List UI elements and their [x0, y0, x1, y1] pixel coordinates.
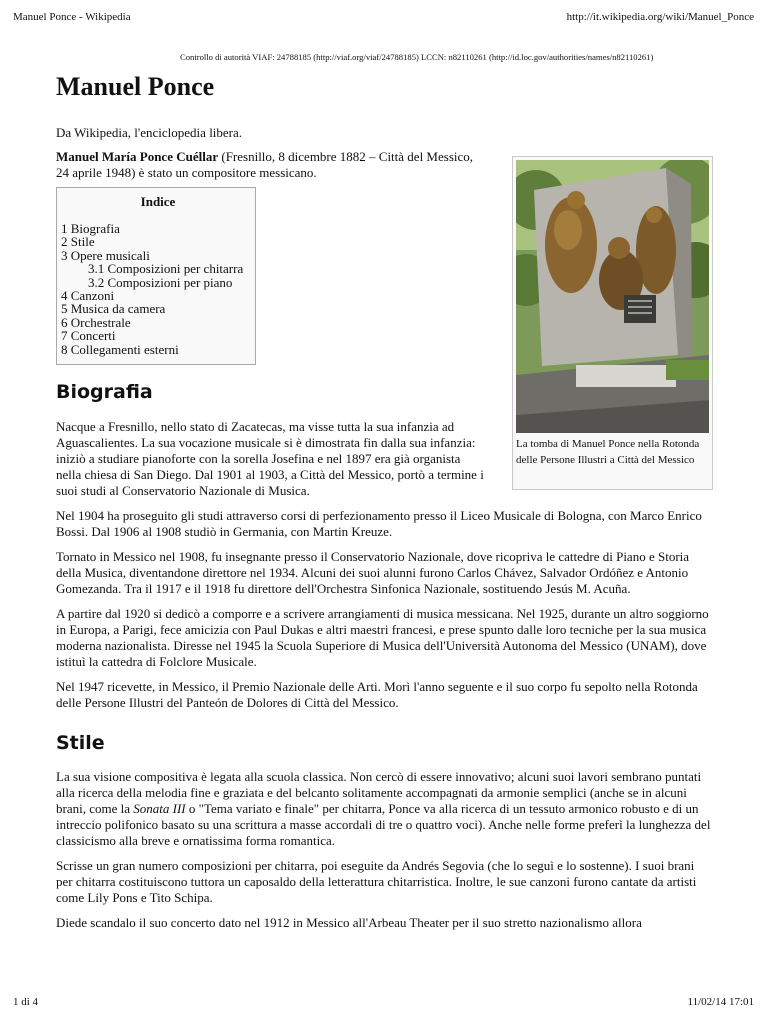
lead-text: (Fresnillo, 8 dicembre 1882 – Città del Messico, 24 aprile 1948) è stato un compositore messicano. — [56, 149, 474, 180]
print-footer-datetime: 11/02/14 17:01 — [687, 996, 754, 1008]
biografia-paragraph-2: Nel 1904 ha proseguito gli studi attraverso corsi di perfezionamento presso il Liceo Musicale di Bologna, con Marco Enrico Bossi. Dal 1906 al 1908 studiò in Germania, con Martin Kreuze. — [56, 508, 702, 540]
toc-item-stile[interactable]: 2 Stile — [61, 234, 95, 250]
site-tagline: Da Wikipedia, l'enciclopedia libera. — [56, 125, 243, 140]
toc-item-composizioni-chitarra[interactable]: 3.1 Composizioni per chitarra — [88, 261, 244, 277]
biografia-paragraph-5: Nel 1947 ricevette, in Messico, il Premio Nazionale delle Arti. Morì l'anno seguente e il suo corpo fu sepolto nella Rotonda delle Persone Illustri del Panteón de Dolores di Città del Messico. — [56, 679, 698, 711]
authority-control: Controllo di autorità VIAF: 24788185 (http://viaf.org/viaf/24788185) LCCN: n82110261 (http://id.loc.gov/authorities/names/n82110261) — [180, 52, 654, 62]
lead-name: Manuel María Ponce Cuéllar — [56, 149, 219, 164]
biografia-paragraph-3: Tornato in Messico nel 1908, fu insegnante presso il Conservatorio Nazionale, dove ricopriva le cattedre di Piano e Storia della Musica, diventandone direttore nel 1934. Alcuni dei suoi alunni furono Carlos Chávez, Salvador Ordóñez e Antonio Gomezanda. Tra il 1917 e il 1918 fu direttore dell'Orchestra Sinfonica Nazionale, sostituendo Jesús M. Acuña. — [56, 549, 690, 597]
toc-list — [61, 222, 255, 356]
toc-item-canzoni[interactable]: 4 Canzoni — [61, 288, 115, 304]
toc-item-opere-musicali[interactable]: 3 Opere musicali — [61, 247, 150, 263]
stile-paragraph-2: Scrisse un gran numero composizioni per chitarra, poi eseguite da Andrés Segovia (che lo seguì e lo sostenne). I suoi brani per chitarra costituiscono tuttora un caposaldo della letterattura chitarristica. Inoltre, le sue canzoni furono cantate da artisti come Lily Pons e Tito Schipa. — [56, 858, 697, 906]
tomb-photo[interactable] — [516, 160, 709, 433]
section-heading-stile: Stile — [56, 732, 105, 755]
biografia-paragraph-1: Nacque a Fresnillo, nello stato di Zacatecas, ma visse tutta la sua infanzia ad Aguascalientes. La sua vocazione musicale si è dimostrata fin dalla sua infanzia: iniziò a studiare pianoforte con la sorella Josefina e nel 1897 era già organista nella chiesa di San Diego. Dal 1901 al 1903, a Città del Messico, portò a termine i suoi studi al Conservatorio Nazionale di Musica. — [56, 419, 484, 499]
print-footer-page: 1 di 4 — [13, 996, 39, 1008]
biografia-paragraph-4: A partire dal 1920 si dedicò a comporre e a scrivere arrangiamenti di musica messicana. Nel 1925, durante un altro soggiorno in Europa, a Parigi, fece amicizia con Paul Dukas e altri maestri francesi, e prese spunto dalle loro tecniche per la sua musica moderna nazionalista. Diresse nel 1945 la Scuola Superiore di Musica dell'Università Autonoma del Messico (UNAM), dove istituì la cattedra di Folclore Musicale. — [56, 606, 709, 670]
toc-item-musica-camera[interactable]: 5 Musica da camera — [61, 301, 166, 317]
tomb-image — [516, 160, 709, 433]
toc-item-collegamenti-esterni[interactable]: 8 Collegamenti esterni — [61, 341, 179, 357]
lead-paragraph — [56, 149, 476, 181]
figure-caption: La tomba di Manuel Ponce nella Rotonda delle Persone Illustri a Città del Messico — [516, 438, 700, 466]
stile-paragraph-1 — [56, 769, 714, 849]
sonata-title: Sonata III — [133, 801, 186, 817]
page-title: Manuel Ponce — [56, 72, 215, 101]
table-of-contents — [56, 187, 256, 365]
print-header-title: Manuel Ponce - Wikipedia — [13, 11, 131, 23]
stile-paragraph-1-text-end: o "Tema variato e finale" per chitarra, Ponce va alla ricerca di un tessuto armonico robusto e di un intreccio polifonico basato su una scrittura a masse accordali di tre o quattro voci). Anche nelle forme preferì la lunghezza del classicismo alla breve e ornatissima forma romantica. — [56, 801, 711, 849]
toc-item-biografia[interactable]: 1 Biografia — [61, 221, 120, 236]
section-heading-biografia: Biografia — [56, 381, 153, 404]
toc-title: Indice — [140, 194, 176, 209]
stile-paragraph-1-text: La sua visione compositiva è legata alla scuola classica. Non cercò di essere innovativo; alcuni suoi lavori sembrano puntati alla ricerca della melodia fine e graziata e del belcanto solitamente accompagnati da armonie semplici (anche se in alcuni brani, come la — [56, 769, 702, 817]
toc-item-composizioni-piano[interactable]: 3.2 Composizioni per piano — [88, 274, 233, 290]
toc-item-concerti[interactable]: 7 Concerti — [61, 328, 116, 344]
toc-item-orchestrale[interactable]: 6 Orchestrale — [61, 314, 131, 330]
stile-paragraph-3: Diede scandalo il suo concerto dato nel 1912 in Messico all'Arbeau Theater per il suo stretto nazionalismo allora — [56, 915, 642, 931]
print-header-url: http://it.wikipedia.org/wiki/Manuel_Ponce — [566, 11, 754, 23]
tomb-figure — [512, 156, 713, 490]
